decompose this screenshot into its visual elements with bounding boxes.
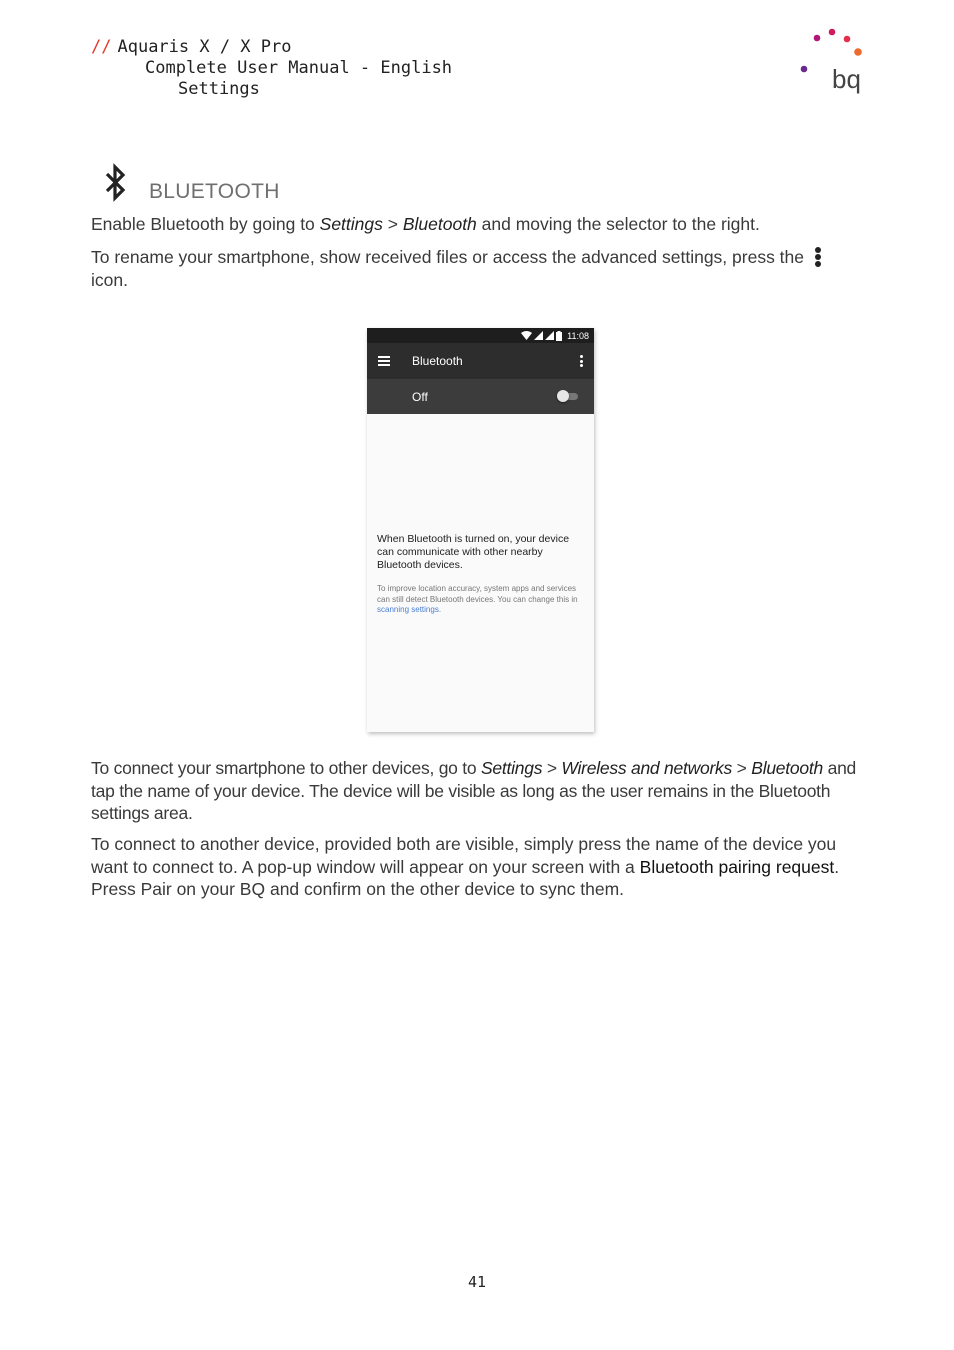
phone-toolbar — [367, 343, 594, 379]
phone-screenshot — [367, 328, 594, 732]
header-line-2: Complete User Manual - English — [145, 58, 453, 78]
logo-dot-2 — [829, 29, 836, 36]
scanning-note — [377, 584, 587, 616]
p2-text-1: To rename your smartphone, show received files or access the advanced settings, press the — [91, 247, 809, 267]
paragraph-rename — [91, 245, 866, 292]
note-text: To improve location accuracy, system apps and services can still detect Bluetooth devices. You can change this in — [377, 584, 578, 604]
wifi-icon — [521, 331, 532, 340]
paragraph-connect-devices — [91, 757, 866, 825]
bluetooth-icon — [100, 163, 130, 203]
section-title: BLUETOOTH — [149, 180, 280, 203]
more-vertical-icon[interactable] — [579, 355, 583, 367]
logo-dot-5 — [801, 66, 808, 73]
note-end: . — [438, 605, 442, 614]
bluetooth-info-message: When Bluetooth is turned on, your device can communicate with other nearby Bluetooth devices. — [377, 533, 570, 571]
logo-dot-1 — [814, 35, 821, 42]
p4-text-1: To connect to another device, provided both are visible, simply press the name of the device you want to connect to. A pop-up window will appear on your screen with a — [91, 834, 837, 877]
status-icons — [521, 331, 562, 341]
bluetooth-switch[interactable] — [558, 392, 578, 401]
p3-text-1: To connect your smartphone to other devices, go to — [91, 758, 481, 778]
header-line-3: Settings — [178, 79, 260, 99]
p4-pairing-request: Bluetooth pairing request — [639, 856, 835, 877]
header-line-1 — [91, 37, 452, 58]
p4-text-2: . Press Pair on your BQ and confirm on the other device to sync them. — [91, 856, 840, 899]
header-slashes: // — [91, 37, 112, 57]
p3-wireless: Wireless and networks — [561, 758, 733, 778]
scanning-settings-link[interactable]: scanning settings — [377, 605, 439, 614]
battery-icon — [556, 331, 562, 341]
p3-sep-2: > — [732, 758, 752, 778]
logo-dot-3 — [844, 36, 851, 43]
more-vertical-icon — [812, 245, 822, 269]
p3-text-2: and tap the name of your device. The device will be visible as long as the user remains in the Bluetooth settings area. — [91, 758, 857, 823]
paragraph-pairing — [91, 833, 866, 901]
menu-icon[interactable] — [378, 356, 390, 366]
p1-settings: Settings — [319, 214, 383, 234]
header-product: Aquaris X / X Pro — [117, 37, 292, 57]
toggle-label: Off — [412, 389, 428, 404]
p3-settings: Settings — [480, 758, 543, 778]
section-heading — [100, 162, 280, 204]
p2-text-2: icon. — [91, 270, 128, 290]
signal-icon-2 — [545, 331, 554, 340]
logo-dot-4 — [854, 48, 862, 56]
document-header — [91, 37, 452, 100]
status-time: 11:08 — [567, 330, 589, 341]
page-number: 41 — [467, 1273, 487, 1291]
paragraph-enable-bluetooth — [91, 213, 866, 236]
p3-sep-1: > — [542, 758, 562, 778]
bluetooth-toggle-row[interactable] — [367, 379, 594, 414]
p1-separator: > — [382, 214, 403, 234]
p1-text-1: Enable Bluetooth by going to — [91, 214, 320, 234]
p1-text-2: and moving the selector to the right. — [476, 214, 760, 234]
phone-status-bar — [367, 328, 594, 343]
signal-icon — [534, 331, 543, 340]
bq-logo — [796, 26, 866, 96]
logo-text: bq — [832, 64, 861, 94]
toolbar-title: Bluetooth — [412, 354, 463, 368]
p3-bluetooth: Bluetooth — [751, 758, 823, 778]
p1-bluetooth: Bluetooth — [402, 214, 477, 234]
